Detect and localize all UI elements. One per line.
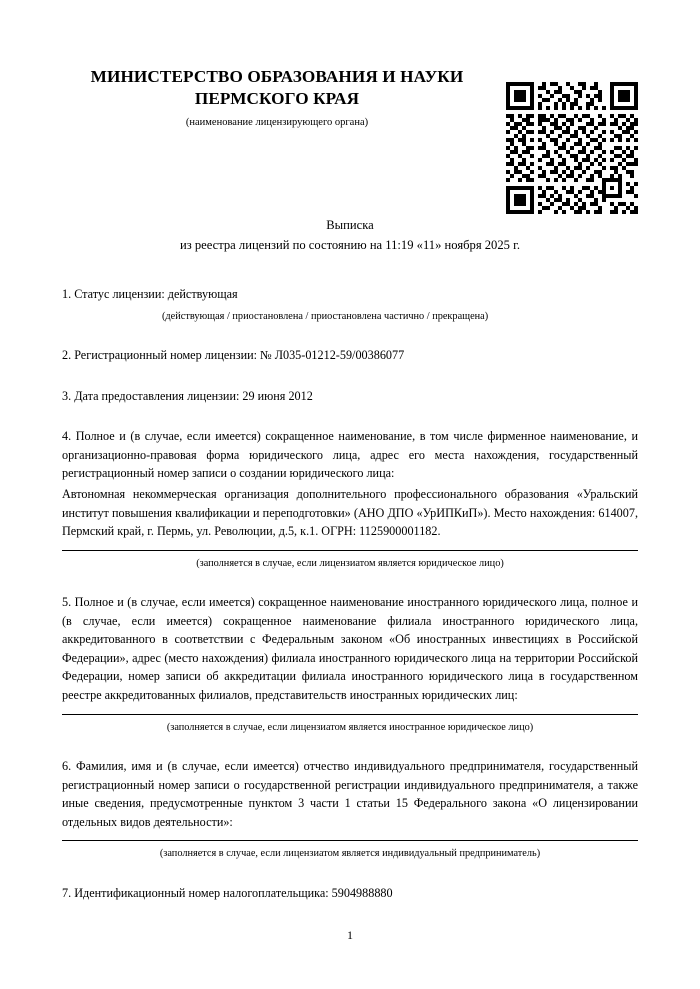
item-6-caption: (заполняется в случае, если лицензиатом является индивидуальный предприниматель) xyxy=(159,848,541,860)
document-header xyxy=(62,0,492,128)
extract-title xyxy=(62,216,638,255)
item-7-label: 7. Идентификационный номер налогоплательщика: 5904988880 xyxy=(62,886,393,901)
item-2-label: 2. Регистрационный номер лицензии: № Л035-01212-59/00386077 xyxy=(62,348,405,363)
document-body xyxy=(62,285,638,903)
item-1-status xyxy=(62,285,638,324)
item-6-divider xyxy=(62,840,638,841)
item-6-label: 6. Фамилия, имя и (в случае, если имеется) отчество индивидуального предпринимателя, государственный регистрационный номер записи о государственной регистрации индивидуального предпринимателя, а также иные сведения, предусмотренные пунктом 3 части 1 статьи 15 Федерального закона «О лицензировании отдельных видов деятельности»: xyxy=(62,759,638,829)
item-5-caption: (заполняется в случае, если лицензиатом является иностранное юридическое лицо) xyxy=(166,721,534,733)
item-4-legal-entity xyxy=(62,427,638,571)
item-2-registration-number xyxy=(62,346,638,365)
item-5-foreign-legal-entity xyxy=(62,593,638,735)
item-3-issue-date xyxy=(62,387,638,406)
item-1-label: 1. Статус лицензии: действующая xyxy=(62,287,238,302)
item-7-taxpayer-number xyxy=(62,884,638,903)
page-number: 1 xyxy=(347,928,353,942)
item-4-caption: (заполняется в случае, если лицензиатом является юридическое лицо) xyxy=(196,557,504,569)
item-3-label: 3. Дата предоставления лицензии: 29 июня 2012 xyxy=(62,388,313,403)
extract-title-line2: из реестра лицензий по состоянию на 11:19 «11» ноября 2025 г. xyxy=(179,237,520,252)
page-title: МИНИСТЕРСТВО ОБРАЗОВАНИЯ И НАУКИ ПЕРМСКОГО КРАЯ xyxy=(90,67,464,109)
item-4-label: 4. Полное и (в случае, если имеется) сокращенное наименование, в том числе фирменное наименование, и организационно-правовая форма юридического лица, адрес его места нахождения, государственный регистрационный номер записи о создании юридического лица: xyxy=(62,429,638,481)
item-4-divider xyxy=(62,550,638,551)
licensing-organ-caption: (наименование лицензирующего органа) xyxy=(185,117,369,129)
extract-title-line1: Выписка xyxy=(326,218,374,233)
item-5-label: 5. Полное и (в случае, если имеется) сокращенное наименование иностранного юридического лица, полное и (в случае, если имеется) сокращенное наименование филиала иностранного юридического лица, аккредитованного в соответствии с Федеральным законом «Об иностранных инвестициях в Российской Федерации», адрес (место нахождения) филиала иностранного юридического лица на территории Российской Федерации, номер записи об аккредитации филиала иностранного юридического лица в государственном реестре аккредитованных филиалов, представительств иностранных юридических лиц: xyxy=(62,595,638,702)
item-6-individual-entrepreneur xyxy=(62,757,638,862)
qr-code-icon xyxy=(506,82,638,214)
item-4-value: Автономная некоммерческая организация дополнительного профессионального образования «Уральский институт повышения квалификации и переподготовки» (АНО ДПО «УрИПКиП»). Место нахождения: 614007, Пермский край, г. Пермь, ул. Революции, д.5, к.1. ОГРН: 1125900001182. xyxy=(62,486,638,539)
item-5-divider xyxy=(62,714,638,715)
item-1-caption: (действующая / приостановлена / приостановлена частично / прекращена) xyxy=(162,310,489,322)
